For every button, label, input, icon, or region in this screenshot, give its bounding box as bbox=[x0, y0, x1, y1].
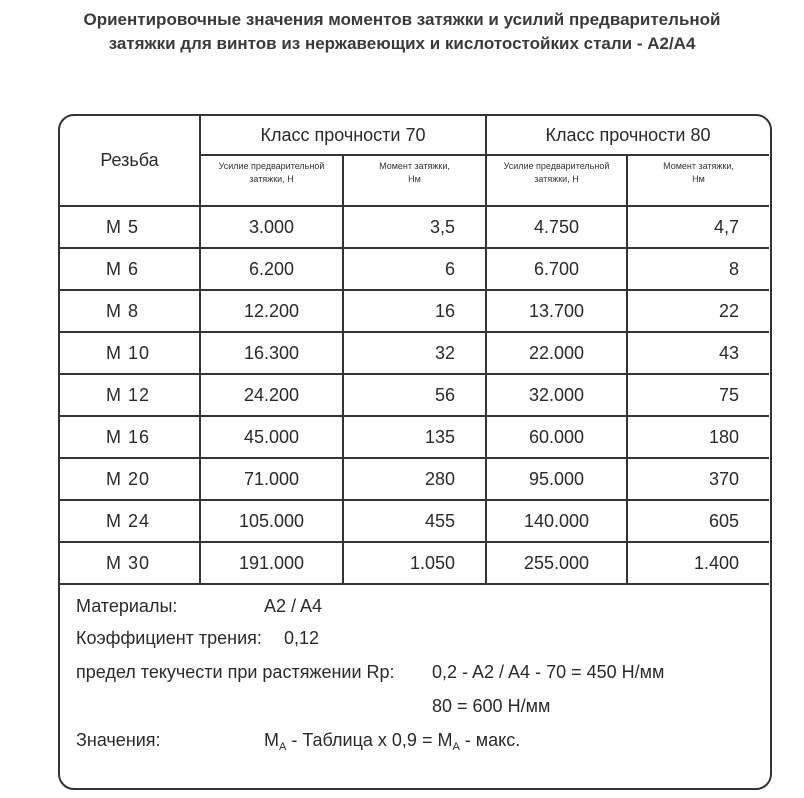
force-70-value: 24.200 bbox=[200, 374, 343, 416]
force-80-value: 4.750 bbox=[486, 206, 627, 248]
moment-80-sub-line2: Нм bbox=[692, 174, 705, 184]
force-80-value: 13.700 bbox=[486, 290, 627, 332]
force-80-sub-line1: Усилие предварительной bbox=[503, 161, 610, 171]
moment-70-sub-line1: Момент затяжки, bbox=[379, 161, 450, 171]
moment-80-subheader bbox=[627, 155, 769, 206]
yield-value-2: 80 = 600 Н/мм bbox=[432, 696, 551, 716]
moment-70-value: 3,5 bbox=[343, 206, 486, 248]
table-row bbox=[60, 206, 769, 248]
force-70-value: 3.000 bbox=[200, 206, 343, 248]
class-80-header: Класс прочности 80 bbox=[486, 116, 769, 155]
force-80-value: 60.000 bbox=[486, 416, 627, 458]
friction-value: 0,12 bbox=[284, 628, 320, 648]
moment-80-value: 43 bbox=[627, 332, 769, 374]
moment-70-value: 56 bbox=[343, 374, 486, 416]
force-70-value: 71.000 bbox=[200, 458, 343, 500]
force-80-value: 22.000 bbox=[486, 332, 627, 374]
moment-70-value: 280 bbox=[343, 458, 486, 500]
table-row bbox=[60, 248, 769, 290]
thread-size: M 30 bbox=[60, 542, 200, 584]
moment-70-value: 6 bbox=[343, 248, 486, 290]
moment-70-value: 32 bbox=[343, 332, 486, 374]
force-70-value: 16.300 bbox=[200, 332, 343, 374]
formula bbox=[264, 730, 520, 751]
header-row-1 bbox=[60, 116, 769, 155]
moment-70-value: 1.050 bbox=[343, 542, 486, 584]
formula-subscript-2: A bbox=[452, 741, 460, 753]
force-80-value: 32.000 bbox=[486, 374, 627, 416]
moment-80-value: 8 bbox=[627, 248, 769, 290]
moment-70-subheader bbox=[343, 155, 486, 206]
moment-80-value: 4,7 bbox=[627, 206, 769, 248]
table-row bbox=[60, 416, 769, 458]
moment-70-value: 135 bbox=[343, 416, 486, 458]
table-row bbox=[60, 290, 769, 332]
moment-80-value: 1.400 bbox=[627, 542, 769, 584]
moment-80-value: 605 bbox=[627, 500, 769, 542]
thread-size: M 10 bbox=[60, 332, 200, 374]
moment-80-value: 75 bbox=[627, 374, 769, 416]
moment-80-value: 370 bbox=[627, 458, 769, 500]
force-80-value: 140.000 bbox=[486, 500, 627, 542]
materials-value: A2 / A4 bbox=[264, 596, 323, 616]
formula-part2: - макс. bbox=[459, 730, 521, 750]
class-70-header: Класс прочности 70 bbox=[200, 116, 486, 155]
table-row bbox=[60, 332, 769, 374]
force-80-value: 6.700 bbox=[486, 248, 627, 290]
thread-size: M 12 bbox=[60, 374, 200, 416]
moment-80-value: 22 bbox=[627, 290, 769, 332]
thread-size: M 8 bbox=[60, 290, 200, 332]
force-70-value: 6.200 bbox=[200, 248, 343, 290]
thread-size: M 6 bbox=[60, 248, 200, 290]
title-line-2: затяжки для винтов из нержавеющих и кислотостойких стали - А2/А4 bbox=[108, 34, 696, 53]
moment-70-value: 455 bbox=[343, 500, 486, 542]
thread-size: M 16 bbox=[60, 416, 200, 458]
force-70-subheader bbox=[200, 155, 343, 206]
force-70-value: 12.200 bbox=[200, 290, 343, 332]
force-70-value: 45.000 bbox=[200, 416, 343, 458]
moment-80-sub-line1: Момент затяжки, bbox=[663, 161, 734, 171]
formula-part1: - Таблица x 0,9 = M bbox=[286, 730, 453, 750]
friction-label: Коэффициент трения: bbox=[76, 628, 262, 648]
force-80-sub-line2: затяжки, Н bbox=[534, 174, 579, 184]
thread-size: M 20 bbox=[60, 458, 200, 500]
materials-label: Материалы: bbox=[76, 596, 178, 616]
force-80-value: 95.000 bbox=[486, 458, 627, 500]
force-80-subheader bbox=[486, 155, 627, 206]
table-row bbox=[60, 458, 769, 500]
force-70-value: 105.000 bbox=[200, 500, 343, 542]
yield-value-1: 0,2 - A2 / A4 - 70 = 450 Н/мм bbox=[432, 662, 665, 682]
force-70-sub-line1: Усилие предварительной bbox=[218, 161, 325, 171]
moment-70-value: 16 bbox=[343, 290, 486, 332]
formula-subscript: A bbox=[279, 741, 287, 753]
table-row bbox=[60, 542, 769, 584]
force-70-value: 191.000 bbox=[200, 542, 343, 584]
force-70-sub-line2: затяжки, Н bbox=[249, 174, 294, 184]
thread-size: M 5 bbox=[60, 206, 200, 248]
thread-size: M 24 bbox=[60, 500, 200, 542]
torque-table bbox=[60, 116, 769, 585]
table-row bbox=[60, 374, 769, 416]
moment-70-sub-line2: Нм bbox=[408, 174, 421, 184]
moment-80-value: 180 bbox=[627, 416, 769, 458]
thread-header: Резьба bbox=[60, 116, 200, 206]
table-row bbox=[60, 500, 769, 542]
force-80-value: 255.000 bbox=[486, 542, 627, 584]
formula-m: M bbox=[264, 730, 279, 750]
yield-label: предел текучести при растяжении Rp: bbox=[76, 662, 395, 682]
document-title bbox=[0, 8, 804, 56]
values-label: Значения: bbox=[76, 730, 161, 750]
title-line-1: Ориентировочные значения моментов затяжки и усилий предварительной bbox=[83, 10, 721, 29]
